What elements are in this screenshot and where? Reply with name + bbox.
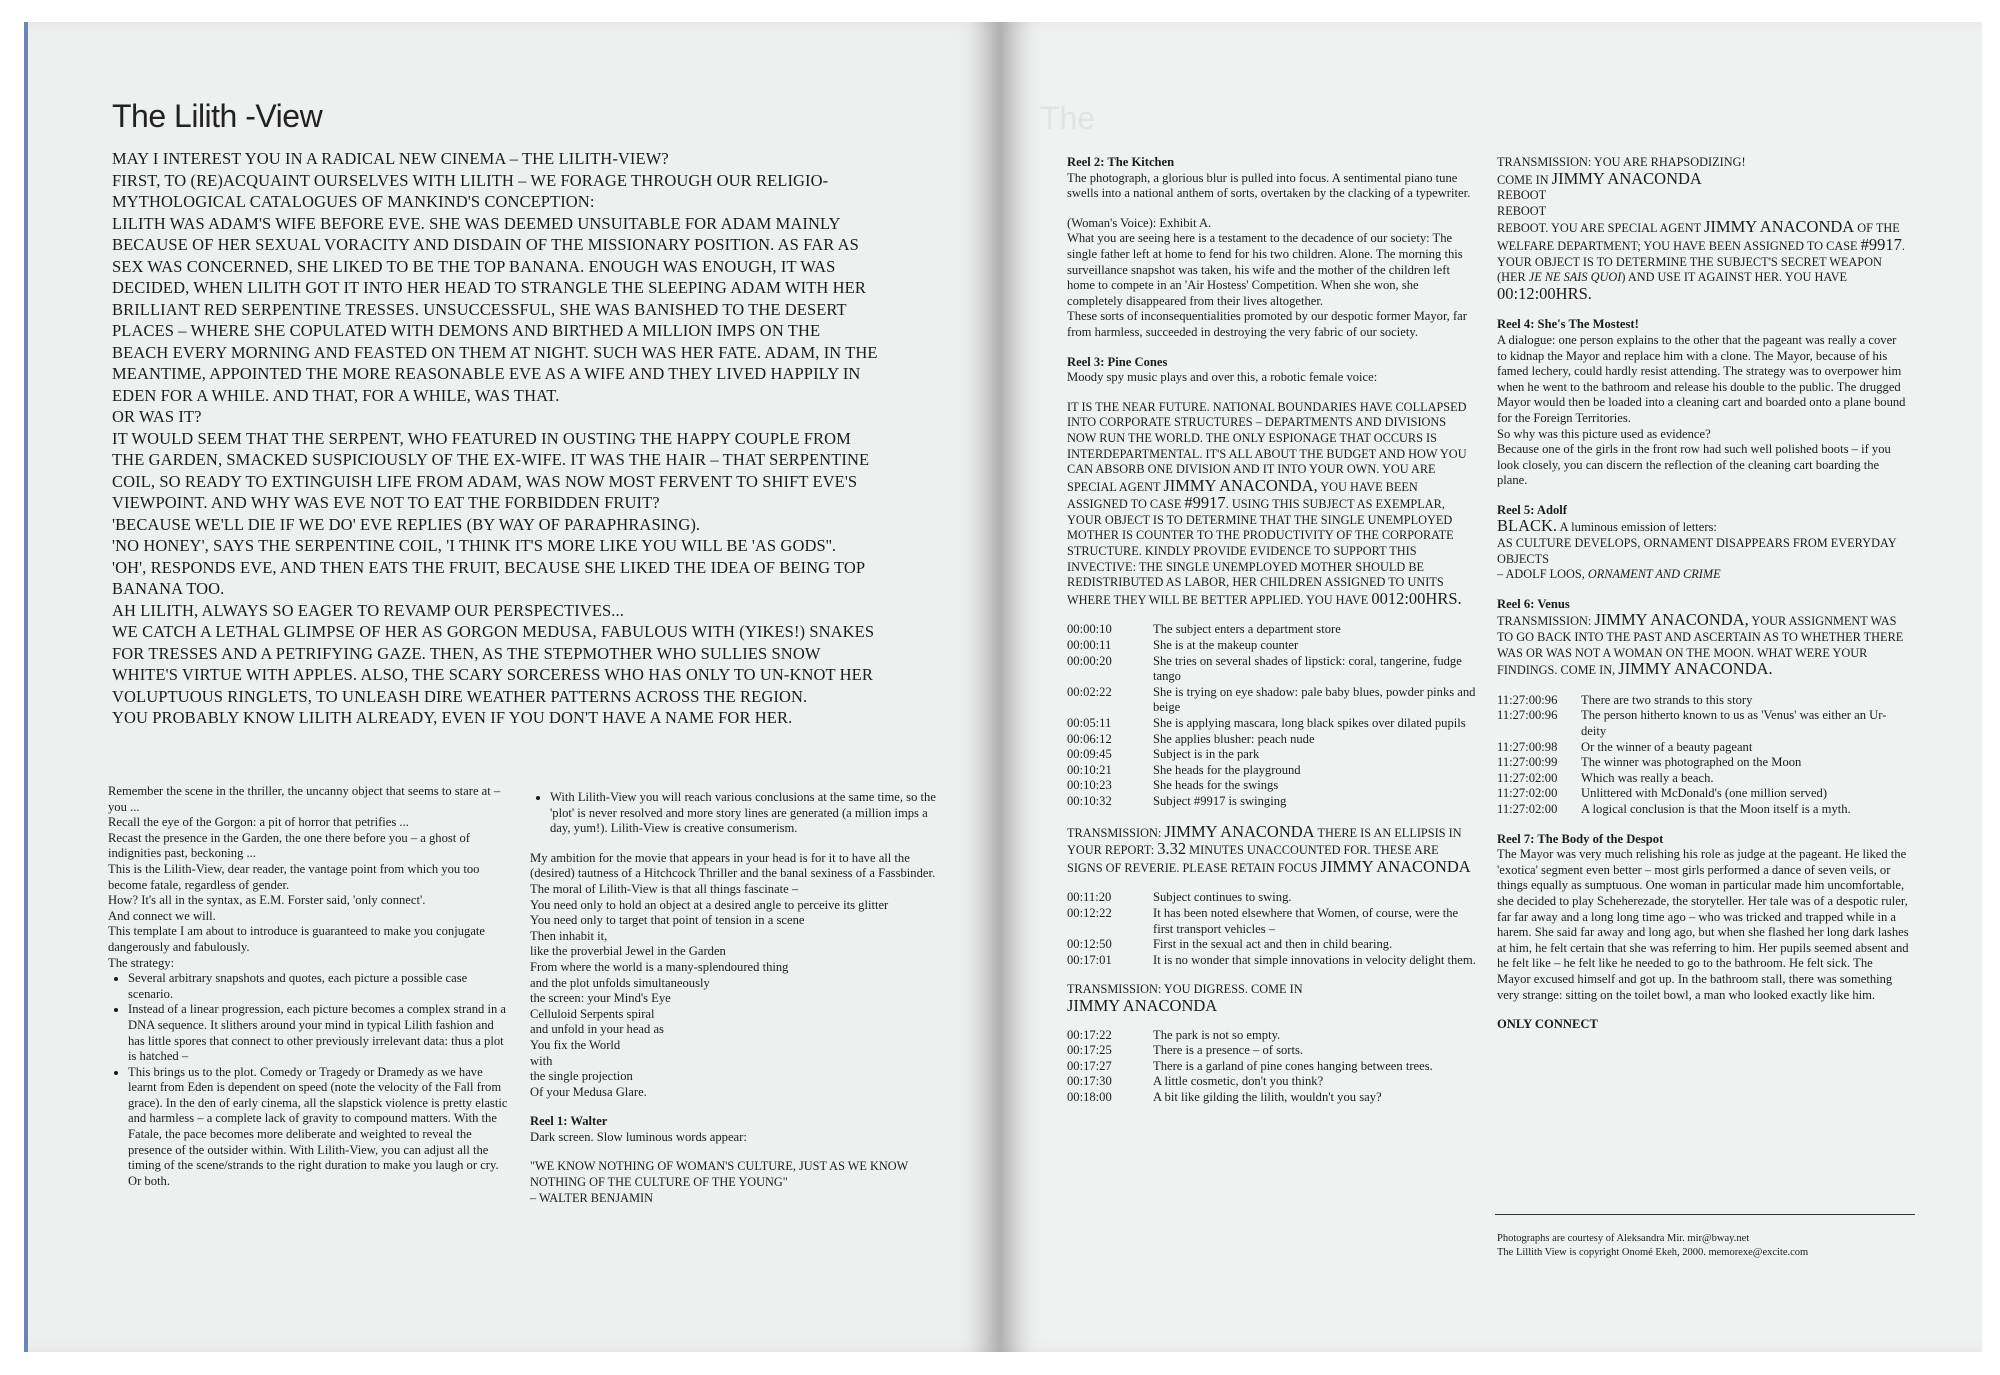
- photo-credit: Photographs are courtesy of Aleksandra Mir. mir@bway.net: [1497, 1233, 1750, 1244]
- c2-caps-b: . YOUR OBJECT IS TO DETERMINE THE SUBJECT'S SECRET WEAPON (HER: [1497, 238, 1905, 285]
- col2-line: From where the world is a many-splendoured thing: [530, 959, 789, 974]
- spacer: [1497, 583, 1909, 597]
- log-time: 00:18:00: [1067, 1089, 1112, 1104]
- log-row: [1067, 747, 1477, 763]
- intro-line: SEX WAS CONCERNED, SHE LIKED TO BE THE TOP BANANA. ENOUGH WAS ENOUGH, IT WAS: [112, 256, 836, 276]
- agent-name: JIMMY ANACONDA: [1067, 995, 1218, 1015]
- log-time: 11:27:02:00: [1497, 801, 1558, 816]
- attrib-work: ORNAMENT AND CRIME: [1587, 567, 1721, 582]
- log-entry: She is trying on eye shadow: pale baby blues, powder pinks and beige: [1153, 684, 1476, 715]
- ghost-title: The: [1040, 100, 1096, 136]
- intro-line: BRILLIANT RED SERPENTINE TRESSES. UNSUCCESSFUL, SHE WAS BANISHED TO THE DESERT: [112, 299, 847, 319]
- c2-caps-c: ) AND USE IT AGAINST HER. YOU HAVE: [1621, 270, 1848, 285]
- reel1-heading: Reel 1: Walter: [530, 1114, 608, 1129]
- intro-line: BEACH EVERY MORNING AND FEASTED ON THEM AT NIGHT. SUCH WAS HER FATE. ADAM, IN THE: [112, 342, 878, 362]
- log-entry: Unlittered with McDonald's (one million served): [1581, 786, 1828, 801]
- reel3-caps-c: . USING THIS SUBJECT AS EXEMPLAR, YOUR OBJECT IS TO DETERMINE THAT THE SINGLE UNEMPLOYED MOTHER IS COUNTER TO THE PRODUCTIVITY OF THE CORPORATE STRUCTURE. KINDLY PROVIDE EVIDENCE TO SUPPORT THIS INVECTIVE: THE SINGLE UNEMPLOYED MOTHER SHOULD BE REDISTRIBUTED AS LABOR, HER CHILDREN ASSIGNED TO UNITS WHERE THEY WILL BE BETTER APPLIED. YOU HAVE: [1067, 497, 1454, 607]
- intro-line: WHITE'S VIRTUE WITH APPLES. ALSO, THE SCARY SORCERESS WHO HAS ONLY TO UN-KNOT HER: [112, 665, 873, 684]
- log-row: [1067, 638, 1477, 654]
- log-entry: She heads for the swings: [1153, 778, 1279, 793]
- log-entry: It is no wonder that simple innovations in velocity delight them.: [1153, 952, 1476, 967]
- log-entry: She applies blusher: peach nude: [1153, 731, 1315, 746]
- time-remaining: 0012:00HRS.: [1371, 588, 1462, 608]
- log-time: 00:00:10: [1067, 622, 1112, 637]
- log-time: 00:17:25: [1067, 1043, 1112, 1058]
- log-entry: First in the sexual act and then in child bearing.: [1153, 937, 1393, 952]
- left-column-2: [530, 790, 942, 1206]
- spacer: [1497, 303, 1909, 317]
- log-time: 00:17:27: [1067, 1058, 1112, 1073]
- col2-line: with: [530, 1053, 553, 1068]
- log-time: 00:12:50: [1067, 937, 1112, 952]
- reel7-text: The Mayor was very much relishing his role as judge at the pageant. He liked the 'exotica' segment even better – most girls performed a dance of seven veils, or things equally as sumptuous. One woman in particular made him uncomfortable, she decided to play Scheherezade, the storyteller. Her tale was of a despotic ruler, far far away and a long long time ago – who was tricked and trapped while in a harem. She said far away and long ago, but when she flashed her long dark lashes at him, he felt certain that she was referring to him. Her pupils seemed absent and he felt like – he felt like he needed to go to the bathroom. He felt sick. The Mayor excused himself and got up. In the bathroom stall, there was something very strange: sitting on the toilet bowl, a man who looked exactly like him.: [1497, 847, 1909, 1002]
- col1-line: This is the Lilith-View, dear reader, the vantage point from which you too become fatale, regardless of gender.: [108, 861, 480, 892]
- log-time: 00:10:21: [1067, 762, 1112, 777]
- col2-paragraphs: [530, 851, 942, 1101]
- log-row: [1067, 622, 1477, 638]
- spacer: [1497, 679, 1909, 693]
- spacer: [1497, 818, 1909, 832]
- log-entry: Which was really a beach.: [1581, 770, 1714, 785]
- col1-line: How? It's all in the syntax, as E.M. Forster said, 'only connect'.: [108, 893, 426, 908]
- log-time: 11:27:00:96: [1497, 692, 1558, 707]
- reel5-attribution: [1497, 567, 1909, 583]
- strategy-bullet: • Instead of a linear progression, each picture becomes a complex strand in a DNA sequence. It slithers around your mind in typical Lilith fashion and has little spores that connect to other previously irrelevant data: thus a plot is hatched –: [128, 1002, 508, 1064]
- reel2-heading: Reel 2: The Kitchen: [1067, 155, 1175, 169]
- log-row: [1067, 953, 1477, 969]
- time-remaining: 00:12:00HRS.: [1497, 283, 1592, 303]
- agent-name: JIMMY ANACONDA,: [1594, 610, 1749, 630]
- reel2-voice: (Woman's Voice): Exhibit A.: [1067, 215, 1212, 230]
- intro-line: 'NO HONEY', SAYS THE SERPENTINE COIL, 'I THINK IT'S MORE LIKE YOU WILL BE 'AS GODS''.: [112, 536, 837, 555]
- transmission-2: TRANSMISSION: YOU DIGRESS. COME IN: [1067, 982, 1303, 997]
- log-entry: There are two strands to this story: [1581, 692, 1753, 707]
- log-time: 11:27:00:98: [1497, 739, 1558, 754]
- log-entry: There is a garland of pine cones hanging between trees.: [1153, 1058, 1433, 1073]
- intro-line: OR WAS IT?: [112, 407, 202, 426]
- log-time: 00:02:22: [1067, 684, 1112, 699]
- col2-line: You fix the World: [530, 1037, 621, 1052]
- spacer: [1067, 876, 1477, 890]
- reel2-body: What you are seeing here is a testament to the decadence of our society: The single father left at home to fend for his two children. Alone. The morning this surveillance snapshot was taken, his wife and the mother of the children left home to compete in an 'Air Hostess' Competition. When she won, she completely disappeared from their lives altogether.: [1067, 231, 1463, 308]
- reboot-2: REBOOT: [1497, 203, 1547, 218]
- reboot-3-text: REBOOT. YOU ARE SPECIAL AGENT: [1497, 221, 1701, 236]
- come-in: COME IN: [1497, 172, 1549, 187]
- col2-line: the screen: your Mind's Eye: [530, 991, 671, 1006]
- reel4-text: A dialogue: one person explains to the other that the pageant was really a cover to kidnap the Mayor and replace him with a clone. The Mayor, because of his famed lechery, could hardly resist attending. The strategy was to overpower him when he went to the bathroom and release his double to the public. The drugged Mayor would then be loaded into a cleaning cart and boarded onto a plane bound for the Foreign Territories.: [1497, 332, 1906, 425]
- log-row: [1497, 740, 1909, 756]
- log-time: 00:10:23: [1067, 778, 1112, 793]
- spacer: [1497, 1003, 1909, 1017]
- log-row: [1067, 1028, 1433, 1044]
- reboot-3: [1497, 219, 1909, 303]
- spacer: [530, 1100, 942, 1114]
- intro-line: AH LILITH, ALWAYS SO EAGER TO REVAMP OUR PERSPECTIVES...: [112, 600, 624, 620]
- log-time: 00:17:30: [1067, 1074, 1112, 1089]
- reel3-transmission: [1067, 400, 1477, 609]
- surveillance-log-1: [1067, 622, 1477, 809]
- log-entry: Subject is in the park: [1153, 747, 1260, 762]
- log-row: [1497, 693, 1909, 709]
- intro-line: IT WOULD SEEM THAT THE SERPENT, WHO FEATURED IN OUSTING THE HAPPY COUPLE FROM: [112, 428, 851, 448]
- reel5-line: [1497, 518, 1909, 536]
- log-row: [1067, 778, 1477, 794]
- log-row: [1067, 906, 1477, 937]
- log-entry: She tries on several shades of lipstick: coral, tangerine, fudge tango: [1153, 653, 1462, 684]
- spacer: [530, 837, 942, 851]
- reel5-heading: Reel 5: Adolf: [1497, 502, 1567, 517]
- spacer: [1497, 489, 1909, 503]
- trans1-b: THERE IS AN ELLIPSIS IN YOUR REPORT:: [1067, 825, 1462, 858]
- log-time: 00:06:12: [1067, 731, 1112, 746]
- reel5-quote: AS CULTURE DEVELOPS, ORNAMENT DISAPPEARS FROM EVERYDAY OBJECTS: [1497, 536, 1897, 566]
- reel6-transmission: [1497, 612, 1909, 678]
- footer-rule: [1495, 1214, 1915, 1215]
- transmission-rhapsodizing: TRANSMISSION: YOU ARE RHAPSODIZING!: [1497, 155, 1746, 169]
- log-time: 11:27:02:00: [1497, 786, 1558, 801]
- lilith-view-bullet: • With Lilith-View you will reach various conclusions at the same time, so the 'plot' is never resolved and more story lines are generated (a million imps a day, yum!). Lilith-View is creative consumerism.: [550, 790, 942, 837]
- col2-line: Of your Medusa Glare.: [530, 1084, 647, 1099]
- log-row: [1067, 794, 1477, 810]
- log-time: 11:27:00:99: [1497, 755, 1558, 770]
- transmission-1: [1067, 821, 1477, 877]
- agent-name: JIMMY ANACONDA.: [1618, 659, 1773, 679]
- col1-line: This template I am about to introduce is guaranteed to make you conjugate dangerously and fabulously.: [108, 924, 485, 954]
- reel4-question: So why was this picture used as evidence?: [1497, 426, 1711, 441]
- log-time: 11:27:02:00: [1497, 770, 1558, 785]
- reel4-heading: Reel 4: She's The Mostest!: [1497, 317, 1639, 332]
- intro-line: MYTHOLOGICAL CATALOGUES OF MANKIND'S CONCEPTION:: [112, 192, 595, 211]
- reel3-caps-b: YOU HAVE BEEN ASSIGNED TO CASE: [1067, 479, 1418, 512]
- log-entry: A logical conclusion is that the Moon itself is a myth.: [1581, 801, 1851, 816]
- log-row: [1497, 771, 1909, 787]
- reel4-answer: Because one of the girls in the front row had such well polished boots – if you look closely, you can discern the reflection of the cleaning cart boarding the plane.: [1497, 442, 1891, 488]
- intro-line: THE GARDEN, SMACKED SUSPICIOUSLY OF THE EX-WIFE. IT WAS THE HAIR – THAT SERPENTINE: [112, 450, 870, 469]
- spacer: [1067, 202, 1477, 216]
- col2-line: My ambition for the movie that appears in your head is for it to have all the (desired) tautness of a Hitchcock Thriller and the banal sexiness of a Fassbinder.: [530, 850, 936, 881]
- log-time: 00:00:20: [1067, 653, 1112, 668]
- log-row: [1067, 1074, 1433, 1090]
- col1-line: The strategy:: [108, 955, 175, 970]
- intro-line: YOU PROBABLY KNOW LILITH ALREADY, EVEN IF YOU DON'T HAVE A NAME FOR HER.: [112, 708, 793, 727]
- intro-line: MEANTIME, APPOINTED THE MORE REASONABLE EVE AS A WIFE AND THEY LIVED HAPPILY IN: [112, 364, 861, 383]
- reel5-text: A luminous emission of letters:: [1559, 520, 1717, 535]
- intro-line: FIRST, TO (RE)ACQUAINT OURSELVES WITH LILITH – WE FORAGE THROUGH OUR RELIGIO-: [112, 170, 829, 190]
- log-row: [1067, 890, 1477, 906]
- log-row: [1067, 1059, 1433, 1075]
- log-entry: She is at the makeup counter: [1153, 638, 1299, 653]
- col2-line: You need only to target that point of tension in a scene: [530, 913, 805, 928]
- spacer: [1067, 1014, 1477, 1028]
- intro-line: MAY I INTEREST YOU IN A RADICAL NEW CINEMA – THE LILITH-VIEW?: [112, 149, 669, 168]
- col2-line: The moral of Lilith-View is that all things fascinate –: [530, 881, 799, 896]
- surveillance-log-2: [1067, 890, 1477, 968]
- intro-line: 'BECAUSE WE'LL DIE IF WE DO' EVE REPLIES (BY WAY OF PARAPHRASING).: [112, 514, 701, 534]
- col2-line: Celluloid Serpents spiral: [530, 1006, 655, 1021]
- intro-line: WE CATCH A LETHAL GLIMPSE OF HER AS GORGON MEDUSA, FABULOUS WITH (YIKES!) SNAKES: [112, 622, 875, 641]
- case-number: #9917: [1860, 234, 1902, 254]
- reel1-quote: "WE KNOW NOTHING OF WOMAN'S CULTURE, JUST AS WE KNOW NOTHING OF THE CULTURE OF THE YOUNG": [530, 1159, 908, 1190]
- spacer: [1067, 386, 1477, 400]
- reel1-attribution: – WALTER BENJAMIN: [530, 1190, 653, 1205]
- venus-log: [1497, 693, 1909, 818]
- log-row: [1067, 937, 1477, 953]
- col2-line: the single projection: [530, 1069, 633, 1084]
- log-entry: Subject continues to swing.: [1153, 890, 1292, 905]
- log-time: 00:09:45: [1067, 747, 1112, 762]
- reel3-heading: Reel 3: Pine Cones: [1067, 354, 1168, 369]
- left-column-1: [108, 784, 508, 1189]
- reel3-caps-a: IT IS THE NEAR FUTURE. NATIONAL BOUNDARIES HAVE COLLAPSED INTO CORPORATE STRUCTURES – DEPARTMENTS AND DIVISIONS NOW RUN THE WORLD. THE ONLY ESPIONAGE THAT OCCURS IS INTERDEPARTMENTAL. IT'S ALL ABOUT THE BUDGET AND HOW YOU CAN ABSORB ONE DIVISION AND IT INTO YOUR OWN. YOU ARE SPECIAL AGENT: [1067, 399, 1467, 494]
- only-connect: ONLY CONNECT: [1497, 1017, 1598, 1032]
- col2-line: You need only to hold an object at a desired angle to perceive its glitter: [530, 897, 889, 912]
- log-row: [1067, 1090, 1433, 1106]
- log-entry: The subject enters a department store: [1153, 622, 1341, 637]
- spacer: [530, 1145, 942, 1159]
- intro-line: DECIDED, WHEN LILITH GOT IT INTO HER HEAD TO STRANGLE THE SLEEPING ADAM WITH HER: [112, 278, 866, 297]
- log-row: [1497, 708, 1909, 739]
- intro-line: EDEN FOR A WHILE. AND THAT, FOR A WHILE, WAS THAT.: [112, 385, 560, 405]
- log-time: 00:10:32: [1067, 793, 1112, 808]
- page-edge-accent: [24, 22, 28, 1352]
- log-entry: The winner was photographed on the Moon: [1581, 755, 1802, 770]
- log-row: [1497, 786, 1909, 802]
- surveillance-log-3: [1067, 1028, 1433, 1106]
- c2-caps-a: OF THE WELFARE DEPARTMENT; YOU HAVE BEEN ASSIGNED TO CASE: [1497, 221, 1900, 253]
- strategy-bullet: • Several arbitrary snapshots and quotes, each picture a possible case scenario.: [128, 971, 508, 1002]
- footer-credits: [1497, 1232, 1917, 1260]
- je-ne-sais-quoi: JE NE SAIS QUOI: [1528, 270, 1622, 285]
- intro-line: 'OH', RESPONDS EVE, AND THEN EATS THE FRUIT, BECAUSE SHE LIKED THE IDEA OF BEING TOP: [112, 557, 866, 577]
- log-row: [1067, 732, 1477, 748]
- log-row: [1067, 654, 1477, 685]
- minutes-count: 3.32: [1157, 839, 1187, 859]
- log-time: 11:27:00:96: [1497, 708, 1558, 723]
- trans1-a: TRANSMISSION:: [1067, 825, 1162, 840]
- log-row: [1067, 1043, 1433, 1059]
- case-number: #9917: [1184, 493, 1226, 513]
- log-entry: There is a presence – of sorts.: [1153, 1043, 1304, 1058]
- intro-line: BECAUSE OF HER SEXUAL VORACITY AND DISDAIN OF THE MISSIONARY POSITION. AS FAR AS: [112, 235, 859, 254]
- agent-name: JIMMY ANACONDA: [1164, 821, 1315, 841]
- log-time: 00:05:11: [1067, 716, 1112, 730]
- come-in-line: [1497, 168, 1909, 189]
- agent-name: JIMMY ANACONDA: [1320, 856, 1471, 876]
- strategy-bullet: • This brings us to the plot. Comedy or Tragedy or Dramedy as we have learnt from Eden is dependent on speed (note the velocity of the Fall from grace). In the den of early cinema, all the slapstick violence is pretty elastic and harmless – a complete lack of gravity to compound matters. With the Fatale, the pace becomes more deliberate and weighted to reveal the presence of the outsider within. With Lilith-View, you can adjust all the timing of the scene/strands to the right duration to make you laugh or cry. Or both.: [128, 1065, 508, 1190]
- log-row: [1067, 763, 1477, 779]
- col2-line: Then inhabit it,: [530, 928, 608, 943]
- log-row: [1497, 755, 1909, 771]
- right-column-1: [1067, 155, 1477, 1105]
- reel1-text: Dark screen. Slow luminous words appear:: [530, 1129, 747, 1144]
- col2-line: and the plot unfolds simultaneously: [530, 975, 710, 990]
- attrib-name: – ADOLF LOOS,: [1497, 567, 1585, 582]
- strategy-list: [108, 971, 508, 1189]
- log-time: 00:11:20: [1067, 890, 1112, 905]
- reel3-text: Moody spy music plays and over this, a robotic female voice:: [1067, 370, 1378, 385]
- col1-line: Recall the eye of the Gorgon: a pit of horror that petrifies ...: [108, 815, 409, 830]
- black-word: BLACK.: [1497, 516, 1558, 536]
- intro-text: [112, 148, 962, 729]
- log-entry: Subject #9917 is swinging: [1153, 793, 1287, 808]
- intro-line: FOR TRESSES AND A PETRIFYING GAZE. THEN, AS THE STEPMOTHER WHO SULLIES SNOW: [112, 643, 821, 663]
- agent-name: JIMMY ANACONDA,: [1163, 475, 1318, 495]
- log-entry: The person hitherto known to us as 'Venus' was either an Ur-deity: [1581, 708, 1887, 738]
- agent-name: JIMMY ANACONDA: [1704, 217, 1855, 237]
- intro-line: VOLUPTUOUS RINGLETS, TO UNLEASH DIRE WEATHER PATTERNS ACROSS THE REGION.: [112, 686, 808, 706]
- log-row: [1067, 716, 1477, 732]
- reboot-1: REBOOT: [1497, 188, 1547, 203]
- intro-line: VIEWPOINT. AND WHY WAS EVE NOT TO EAT THE FORBIDDEN FRUIT?: [112, 493, 660, 512]
- right-column-2: [1497, 155, 1909, 1033]
- log-time: 00:17:01: [1067, 952, 1112, 967]
- col1-line: Recast the presence in the Garden, the one there before you – a ghost of indignities past, beckoning ...: [108, 830, 470, 861]
- copyright: The Lillith View is copyright Onomé Ekeh, 2000. memorexe@excite.com: [1497, 1247, 1809, 1258]
- spacer: [1067, 341, 1477, 355]
- reel2-body-2: These sorts of inconsequentialities promoted by our despotic former Mayor, far from harmless, succeeded in destroying the very fabric of our society.: [1067, 309, 1467, 339]
- reel2-text: The photograph, a glorious blur is pulled into focus. A sentimental piano tune swells into a national anthem of sorts, overtaken by the clacking of a typewriter.: [1067, 170, 1471, 201]
- log-entry: A bit like gilding the lilith, wouldn't you say?: [1153, 1089, 1382, 1104]
- intro-line: PLACES – WHERE SHE COPULATED WITH DEMONS AND BIRTHED A MILLION IMPS ON THE: [112, 321, 821, 340]
- col1-line: And connect we will.: [108, 908, 216, 923]
- log-entry: The park is not so empty.: [1153, 1027, 1281, 1042]
- reel6-b: YOUR ASSIGNMENT WAS TO GO BACK INTO THE PAST AND ASCERTAIN AS TO WHETHER THERE WAS OR WAS NOT A WOMAN ON THE MOON. WHAT WERE YOUR FINDINGS. COME IN,: [1497, 614, 1904, 678]
- log-entry: Or the winner of a beauty pageant: [1581, 739, 1753, 754]
- spacer: [1067, 608, 1477, 622]
- col2-line: like the proverbial Jewel in the Garden: [530, 944, 726, 959]
- agent-name: JIMMY ANACONDA: [1551, 168, 1702, 188]
- spacer: [1067, 968, 1477, 982]
- reel6-a: TRANSMISSION:: [1497, 614, 1592, 629]
- intro-line: LILITH WAS ADAM'S WIFE BEFORE EVE. SHE WAS DEEMED UNSUITABLE FOR ADAM MAINLY: [112, 213, 841, 233]
- log-row: [1497, 802, 1909, 818]
- log-row: [1067, 685, 1477, 716]
- trans1-c: MINUTES UNACCOUNTED FOR. THESE ARE SIGNS OF REVERIE. PLEASE RETAIN FOCUS: [1067, 843, 1439, 875]
- reel7-heading: Reel 7: The Body of the Despot: [1497, 831, 1664, 846]
- intro-line: COIL, SO READY TO EXTINGUISH LIFE FROM ADAM, WAS NOW MOST FERVENT TO SHIFT EVE'S: [112, 471, 858, 491]
- col2-line: and unfold in your head as: [530, 1022, 664, 1037]
- reel6-heading: Reel 6: Venus: [1497, 596, 1570, 611]
- intro-line: BANANA TOO.: [112, 579, 225, 598]
- col1-line: Remember the scene in the thriller, the uncanny object that seems to stare at – you ...: [108, 784, 501, 814]
- log-entry: She is applying mascara, long black spikes over dilated pupils: [1153, 716, 1466, 730]
- log-time: 00:00:11: [1067, 638, 1112, 653]
- log-time: 00:12:22: [1067, 905, 1112, 920]
- log-entry: A little cosmetic, don't you think?: [1153, 1074, 1324, 1089]
- col1-paragraphs: [108, 784, 508, 971]
- log-entry: It has been noted elsewhere that Women, of course, were the first transport vehicles –: [1153, 905, 1459, 936]
- log-entry: She heads for the playground: [1153, 762, 1301, 777]
- article-title: The Lilith -View: [112, 98, 323, 134]
- log-time: 00:17:22: [1067, 1027, 1112, 1042]
